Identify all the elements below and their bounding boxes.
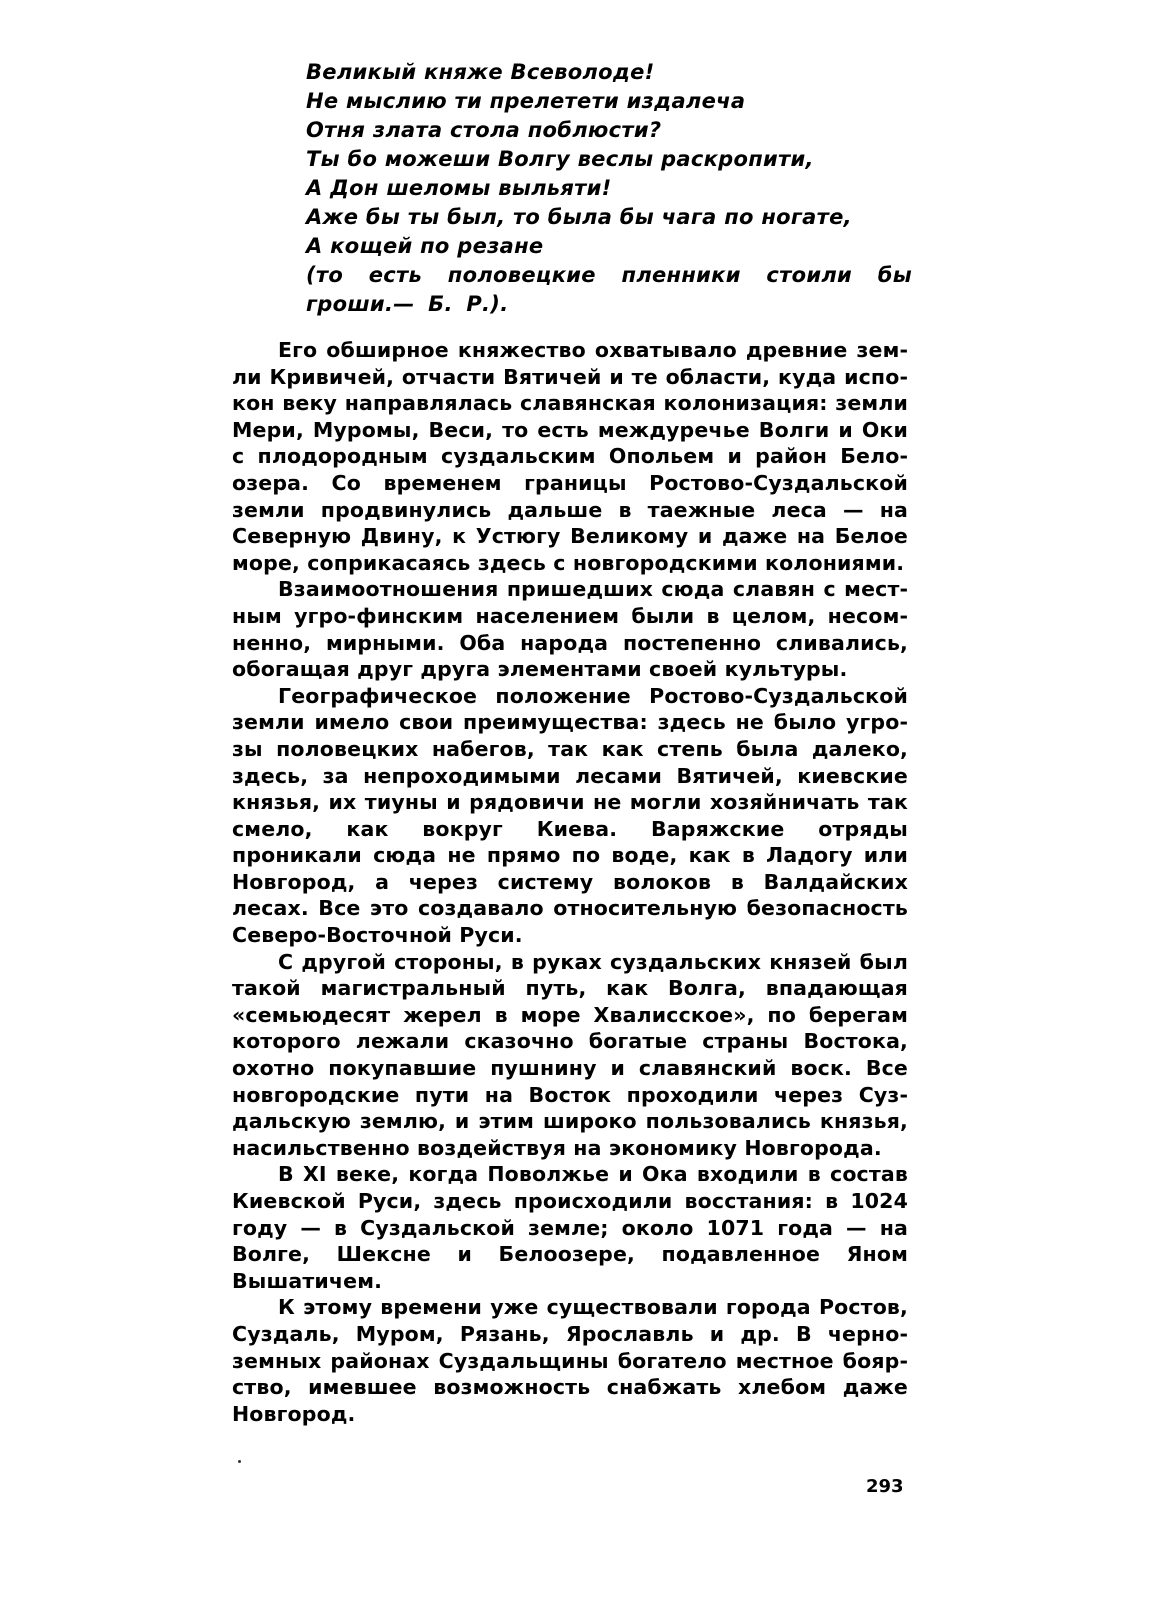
verse-line: Отня злата стола поблюсти? [306, 118, 662, 142]
verse-quote [306, 58, 912, 319]
verse-editor-note: (то есть половецкие пленники стоили бы гроши.— Б. Р.). [306, 263, 912, 316]
verse-line: Великый княже Всеволоде! [306, 60, 655, 84]
verse-line: А Дон шеломы выльяти! [306, 176, 612, 200]
verse-line: Аже бы ты был, то была бы чага по ногате, [306, 205, 852, 229]
body-text [232, 337, 908, 1427]
verse-line: А кощей по резане [306, 234, 544, 258]
paragraph: Взаимоотношения пришедших сюда славян с местным угро-финским населением были в целом, несомненно, мирными. Оба народа постепенно сливались, обогащая друг друга элементами своей культуры. [232, 577, 908, 682]
paragraph: К этому времени уже существовали города Ростов, Суздаль, Муром, Рязань, Ярославль и др. В черноземных районах Суздальщины богатело местное боярство, имевшее возможность снабжать хлебом даже Новгород. [232, 1295, 908, 1426]
page-number: 293 [866, 1476, 904, 1497]
paragraph: В XI веке, когда Поволжье и Ока входили в состав Киевской Руси, здесь происходили восстания: в 1024 году — в Суздальской земле; около 1071 года — на Волге, Шексне и Белоозере, подавленное Яном Вышатичем. [232, 1162, 908, 1293]
verse-line: Не мыслию ти прелетети издалеча [306, 89, 746, 113]
print-speck [238, 1460, 241, 1463]
verse-line: Ты бо можеши Волгу веслы раскропити, [306, 147, 814, 171]
paragraph: Его обширное княжество охватывало древние земли Кривичей, отчасти Вятичей и те области, куда испокон веку направлялась славянская колонизация: земли Мери, Муромы, Веси, то есть междуречье Волги и Оки с плодородным суздальским Опольем и район Белоозера. Со временем границы Ростово-Суздальской земли продвинулись дальше в таежные леса — на Северную Двину, к Устюгу Великому и даже на Белое море, соприкасаясь здесь с новгородскими колониями. [232, 338, 908, 575]
paragraph: Географическое положение Ростово-Суздальской земли имело свои преимущества: здесь не было угрозы половецких набегов, так как степь была далеко, здесь, за непроходимыми лесами Вятичей, киевские князья, их тиуны и рядовичи не могли хозяйничать так смело, как вокруг Киева. Варяжские отряды проникали сюда не прямо по воде, как в Ладогу или Новгород, а через систему волоков в Валдайских лесах. Все это создавало относительную безопасность Северо-Восточной Руси. [232, 683, 908, 948]
paragraph: С другой стороны, в руках суздальских князей был такой магистральный путь, как Волга, впадающая «семьюдесят жерел в море Хвалисское», по берегам которого лежали сказочно богатые страны Востока, охотно покупавшие пушнину и славянский воск. Все новгородские пути на Восток проходили через Суздальскую землю, и этим широко пользовались князья, насильственно воздействуя на экономику Новгорода. [232, 949, 908, 1160]
